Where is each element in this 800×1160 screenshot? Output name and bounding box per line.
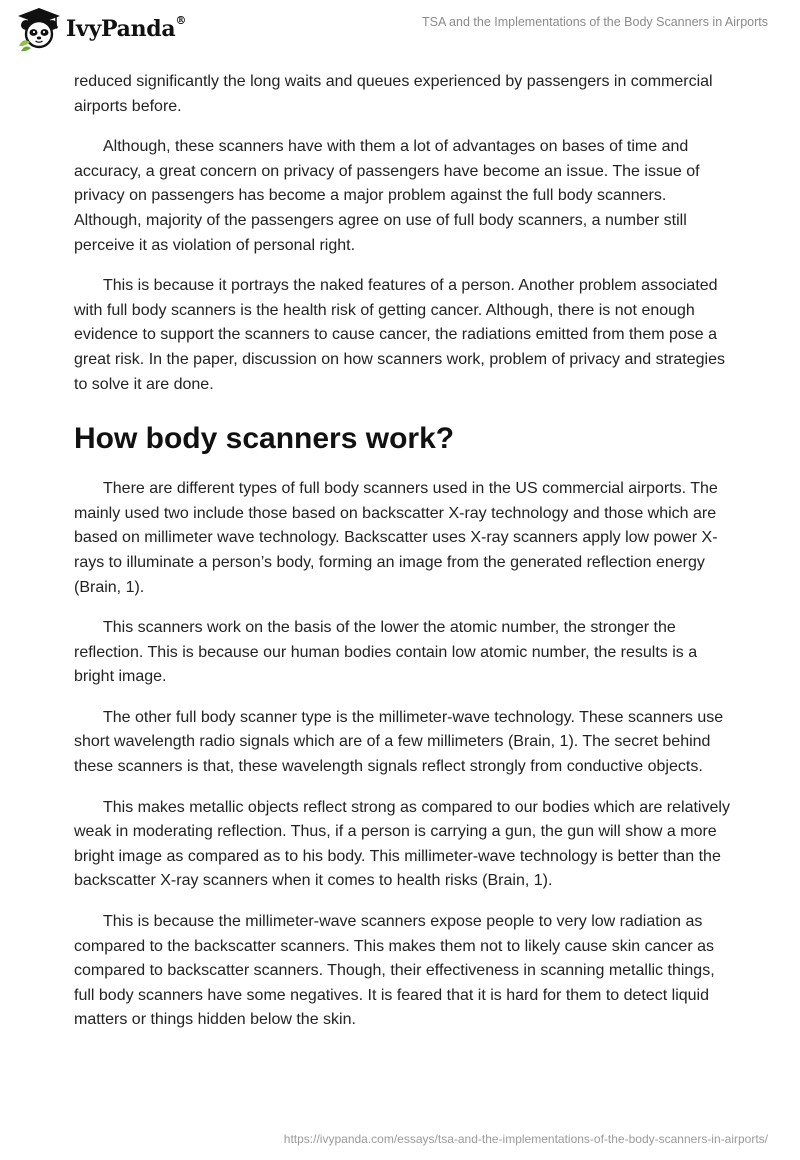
paragraph: reduced significantly the long waits and queues experienced by passengers in commercial airports before. <box>74 73 713 115</box>
source-url[interactable]: https://ivypanda.com/essays/tsa-and-the-implementations-of-the-body-scanners-in-airports/ <box>283 1132 768 1146</box>
paragraph: This scanners work on the basis of the lower the atomic number, the stronger the reflection. This is because our human bodies contain low atomic number, the results is a bright image. <box>74 619 698 686</box>
paragraph: This is because the millimeter-wave scanners expose people to very low radiation as compared to the backscatter scanners. This makes them not to likely cause skin cancer as compared to backscatter scanners. Though, their effectiveness in scanning metallic things, full body scanners have some negatives. It is feared that it is hard for them to detect liquid matters or things hidden below the skin. <box>74 913 715 1029</box>
section-heading: How body scanners work? <box>74 422 455 456</box>
paragraph: Although, these scanners have with them a lot of advantages on bases of time and accuracy, a great concern on privacy of passengers have become an issue. The issue of privacy on passengers has become a major problem against the full body scanners. Although, majority of the passengers agree on use of full body scanners, a number still perceive it as violation of personal right. <box>74 138 700 254</box>
page-header <box>0 0 800 62</box>
paragraph: The other full body scanner type is the millimeter-wave technology. These scanners use short wavelength radio signals which are of a few millimeters (Brain, 1). The secret behind these scanners is that, these wavelength signals reflect strongly from conductive objects. <box>74 708 724 776</box>
paragraph: There are different types of full body scanners used in the US commercial airports. The mainly used two include those based on backscatter X-ray technology and those which are based on millimeter wave technology. Backscatter uses X-ray scanners apply low power X-rays to illuminate a person’s body, forming an image from the generated reflection energy (Brain, 1). <box>74 480 718 596</box>
document-title: TSA and the Implementations of the Body Scanners in Airports <box>421 15 768 29</box>
paragraph: This makes metallic objects reflect strong as compared to our bodies which are relatively weak in moderating reflection. Thus, if a person is carrying a gun, the gun will show a more bright image as compared as to his body. This millimeter-wave technology is better than the backscatter X-ray scanners when it comes to health risks (Brain, 1). <box>74 798 730 890</box>
panda-graduate-icon <box>16 6 62 52</box>
paragraph: This is because it portrays the naked features of a person. Another problem associated with full body scanners is the health risk of getting cancer. Although, there is not enough evidence to support the scanners to cause cancer, the radiations emitted from them pose a great risk. In the paper, discussion on how scanners work, problem of privacy and strategies to solve it are done. <box>74 277 725 393</box>
essay-body <box>74 70 734 1049</box>
ivypanda-logo[interactable] <box>16 6 186 52</box>
logo-wordmark: IvyPanda® <box>66 14 187 42</box>
